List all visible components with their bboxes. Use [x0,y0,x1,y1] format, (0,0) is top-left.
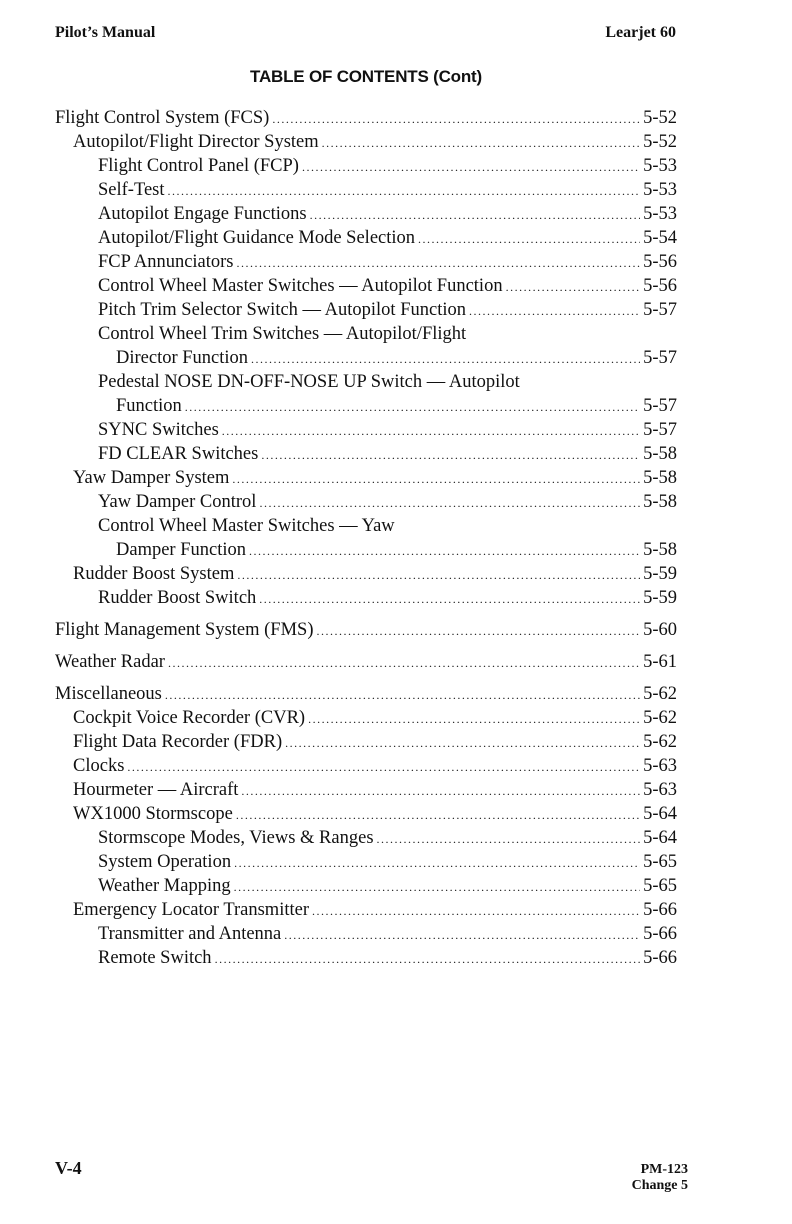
toc-dot-leader [234,851,640,875]
toc-entry-title: Self-Test [98,180,165,200]
toc-entry [55,250,677,274]
toc-entry-page: 5-58 [643,444,677,464]
toc-entry-title: Flight Control Panel (FCP) [98,156,299,176]
toc-entry-title: Miscellaneous [55,684,162,704]
toc-dot-leader [322,131,640,155]
toc-entry-page: 5-56 [643,276,677,296]
toc-entry [55,514,677,538]
toc-entry [55,682,677,706]
toc-entry [55,538,677,562]
toc-entry [55,442,677,466]
toc-entry-title: Autopilot/Flight Director System [73,132,319,152]
toc-entry-page: 5-52 [643,108,677,128]
toc-dot-leader [232,467,640,491]
toc-entry [55,322,677,346]
toc-entry-page: 5-58 [643,468,677,488]
toc-entry-title: FD CLEAR Switches [98,444,259,464]
toc-dot-leader [469,299,640,323]
footer-document-info [632,1162,688,1194]
toc-dot-leader [215,947,641,971]
toc-entry [55,346,677,370]
toc-entry-title: Yaw Damper System [73,468,230,488]
toc-dot-leader [234,875,640,899]
toc-dot-leader [259,587,640,611]
toc-entry-title: Damper Function [116,540,246,560]
toc-entry [55,898,677,922]
toc-entry [55,618,677,642]
toc-entry-page: 5-65 [643,852,677,872]
toc-entry [55,298,677,322]
toc-entry-page: 5-54 [643,228,677,248]
toc-entry [55,226,677,250]
toc-dot-leader [418,227,640,251]
toc-dot-leader [284,923,640,947]
toc-entry [55,778,677,802]
toc-dot-leader [241,779,640,803]
toc-dot-leader [302,155,640,179]
toc-entry-title: Weather Radar [55,652,165,672]
toc-entry-title: Rudder Boost System [73,564,235,584]
toc-entry [55,946,677,970]
toc-dot-leader [261,443,640,467]
toc-entry-page: 5-63 [643,780,677,800]
toc-dot-leader [259,491,640,515]
toc-entry-page: 5-53 [643,180,677,200]
toc-entry [55,394,677,418]
toc-dot-leader [308,707,640,731]
toc-dot-leader [168,651,640,675]
footer-document-id: PM-123 [640,1162,688,1177]
toc-entry-title: Control Wheel Master Switches — Yaw [98,516,395,536]
header-aircraft-model: Learjet 60 [605,24,676,41]
toc-dot-leader [168,179,641,203]
toc-entry-title: Weather Mapping [98,876,231,896]
toc-entry [55,202,677,226]
toc-entry-title: System Operation [98,852,232,872]
toc-dot-leader [310,203,640,227]
toc-dot-leader [312,899,640,923]
toc-entry [55,826,677,850]
toc-dot-leader [127,755,640,779]
toc-entry [55,754,677,778]
toc-entry-page: 5-66 [643,948,677,968]
toc-entry-title: Emergency Locator Transmitter [73,900,309,920]
toc-entry [55,274,677,298]
toc-entry-page: 5-52 [643,132,677,152]
toc-entry-page: 5-56 [643,252,677,272]
toc-entry-title: Transmitter and Antenna [98,924,282,944]
toc-entry-page: 5-53 [643,156,677,176]
toc-dot-leader [165,683,640,707]
toc-dot-leader [506,275,641,299]
toc-entry-page: 5-62 [643,684,677,704]
toc-entry-title: Stormscope Modes, Views & Ranges [98,828,374,848]
toc-entry-page: 5-66 [643,900,677,920]
toc-entry [55,370,677,394]
toc-entry [55,874,677,898]
page-title: TABLE OF CONTENTS (Cont) [250,67,482,86]
toc-entry [55,562,677,586]
toc-entry-title: Flight Data Recorder (FDR) [73,732,283,752]
toc-entry [55,730,677,754]
toc-entry-title: Control Wheel Trim Switches — Autopilot/Flight [98,324,467,344]
toc-entry-page: 5-58 [643,492,677,512]
toc-entry-title: SYNC Switches [98,420,219,440]
toc-entry-title: Pitch Trim Selector Switch — Autopilot Function [98,300,466,320]
toc-entry [55,466,677,490]
toc-entry [55,850,677,874]
toc-dot-leader [185,395,640,419]
toc-entry-title: WX1000 Stormscope [73,804,233,824]
toc-dot-leader [237,563,640,587]
toc-entry-title: Remote Switch [98,948,212,968]
toc-entry-page: 5-57 [643,300,677,320]
footer-change-number: Change 5 [631,1178,688,1193]
toc-entry [55,706,677,730]
toc-dot-leader [249,539,640,563]
toc-entry-page: 5-63 [643,756,677,776]
toc-entry-title: Function [116,396,182,416]
toc-entry-title: Control Wheel Master Switches — Autopilot Function [98,276,503,296]
toc-entry-page: 5-66 [643,924,677,944]
toc-entry [55,586,677,610]
toc-entry [55,490,677,514]
toc-entry-title: Yaw Damper Control [98,492,257,512]
toc-entry-page: 5-61 [643,652,677,672]
toc-entry-title: Autopilot Engage Functions [98,204,307,224]
toc-entry-title: FCP Annunciators [98,252,234,272]
toc-entry [55,154,677,178]
toc-entry-title: Autopilot/Flight Guidance Mode Selection [98,228,416,248]
toc-entry [55,418,677,442]
footer-page-number: V-4 [55,1158,82,1178]
toc-entry-title: Flight Control System (FCS) [55,108,270,128]
toc-entry-page: 5-53 [643,204,677,224]
toc-entry-title: Pedestal NOSE DN-OFF-NOSE UP Switch — Autopilot [98,372,520,392]
toc-entry-page: 5-65 [643,876,677,896]
toc-dot-leader [285,731,640,755]
toc-dot-leader [317,619,641,643]
toc-entry-page: 5-57 [643,396,677,416]
toc-entry-title: Director Function [116,348,249,368]
toc-entry-page: 5-57 [643,348,677,368]
toc-dot-leader [272,107,640,131]
toc-entry [55,650,677,674]
toc-entry-page: 5-64 [643,804,677,824]
toc-entry [55,130,677,154]
toc-entry [55,178,677,202]
toc-entry-page: 5-62 [643,732,677,752]
toc-entry [55,922,677,946]
toc-dot-leader [222,419,640,443]
toc-entry-page: 5-60 [643,620,677,640]
toc-entry [55,802,677,826]
table-of-contents [55,106,677,970]
toc-entry-page: 5-58 [643,540,677,560]
toc-entry-page: 5-59 [643,588,677,608]
toc-entry-page: 5-57 [643,420,677,440]
toc-entry-title: Hourmeter — Aircraft [73,780,239,800]
toc-dot-leader [237,251,641,275]
toc-entry-title: Flight Management System (FMS) [55,620,314,640]
toc-dot-leader [377,827,641,851]
toc-entry-page: 5-62 [643,708,677,728]
toc-dot-leader [236,803,640,827]
toc-entry [55,106,677,130]
toc-entry-title: Rudder Boost Switch [98,588,257,608]
toc-entry-title: Cockpit Voice Recorder (CVR) [73,708,306,728]
toc-entry-page: 5-59 [643,564,677,584]
toc-entry-page: 5-64 [643,828,677,848]
header-manual-title: Pilot’s Manual [55,24,156,41]
toc-dot-leader [251,347,640,371]
toc-entry-title: Clocks [73,756,125,776]
